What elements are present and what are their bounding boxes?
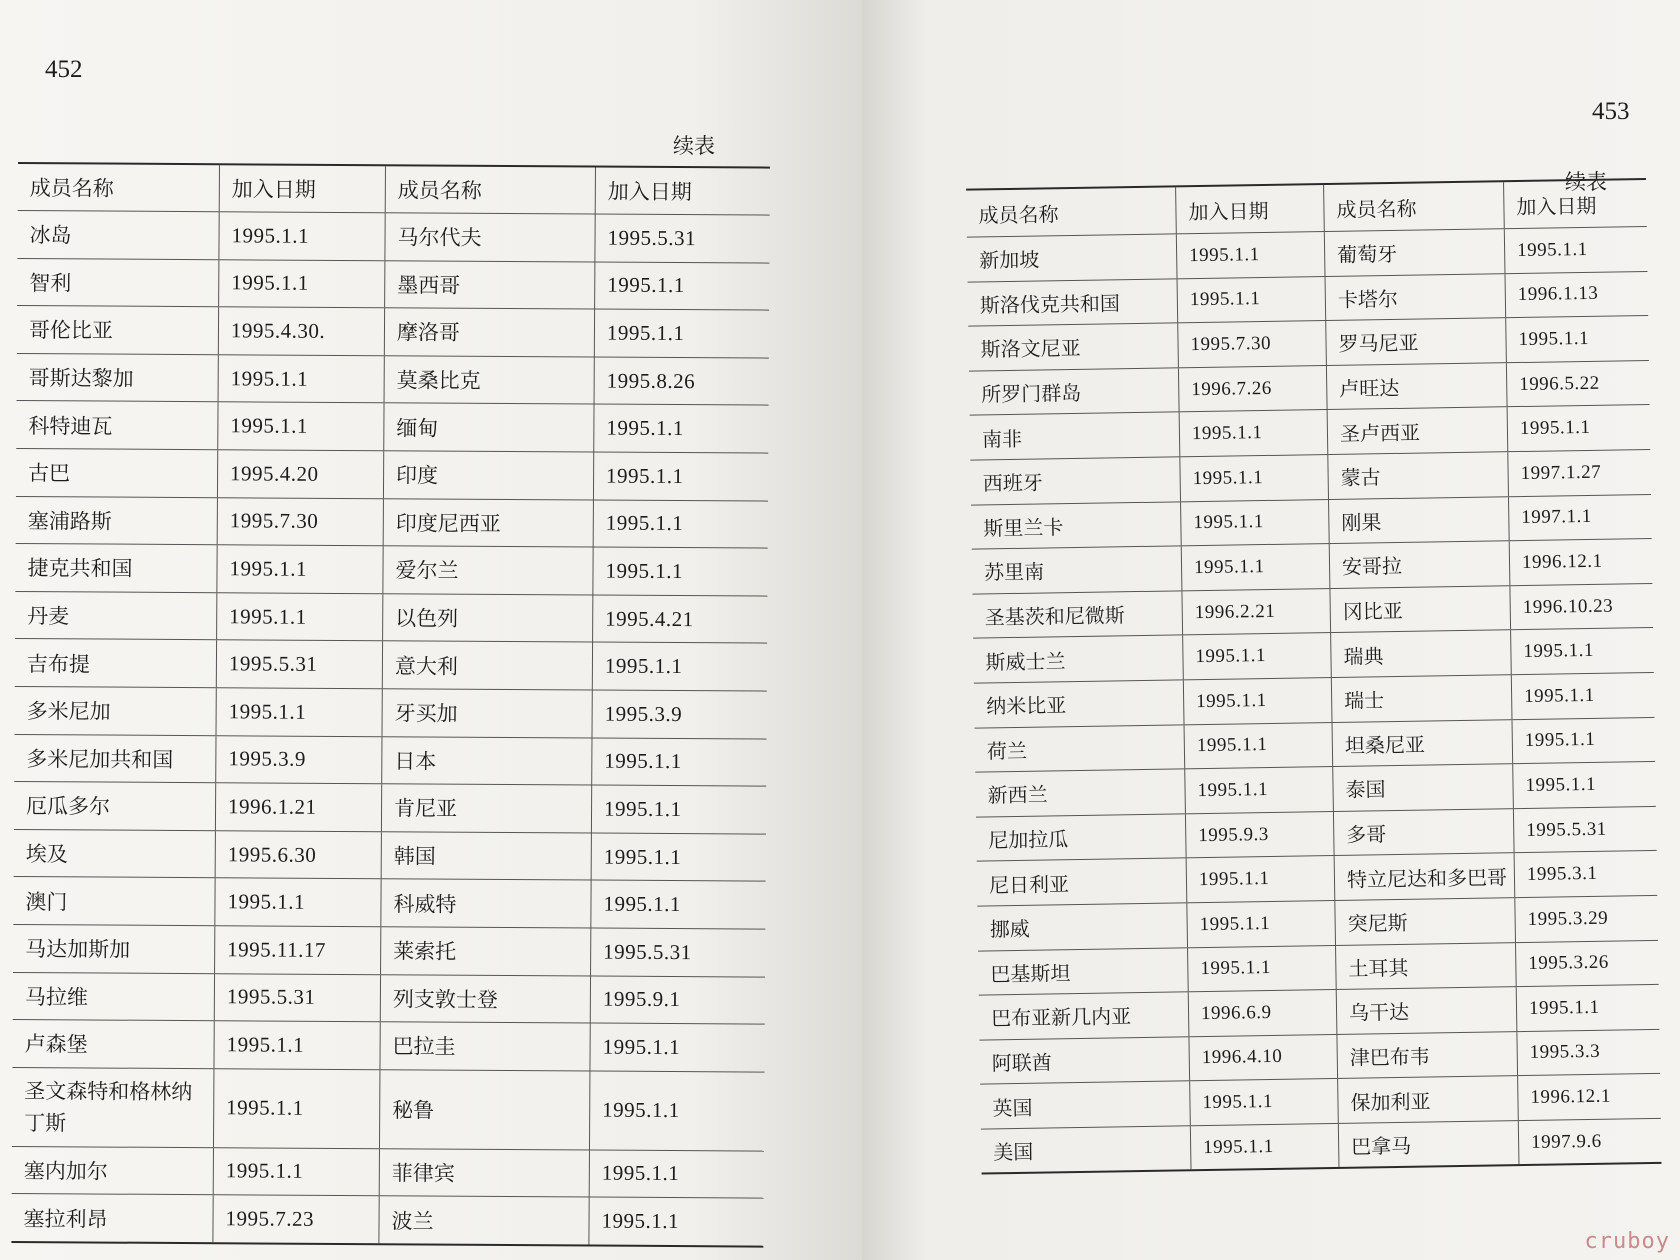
member-name-cell: 阿联酋 <box>979 1037 1190 1084</box>
join-date-cell: 1995.5.31 <box>217 641 383 689</box>
member-name-cell: 卡塔尔 <box>1326 274 1507 320</box>
continued-label: 续表 <box>1565 170 1607 194</box>
member-name-cell: 圣卢西亚 <box>1328 408 1509 454</box>
join-date-cell: 1997.1.1 <box>1521 506 1592 529</box>
join-date-cell: 1995.1.1 <box>602 1034 681 1059</box>
header-join-date: 加入日期 <box>1516 193 1597 219</box>
member-name-cell: 美国 <box>981 1126 1192 1173</box>
member-name-cell: 日本 <box>382 737 592 785</box>
table-row <box>12 1068 764 1152</box>
join-date-cell: 1996.5.22 <box>1519 372 1600 395</box>
header-join-date: 加入日期 <box>1176 185 1325 233</box>
member-name-cell: 多哥 <box>1334 809 1515 855</box>
table-row <box>14 782 766 834</box>
join-date-cell: 1996.1.13 <box>1517 283 1599 306</box>
member-name-cell: 哥斯达黎加 <box>17 354 219 402</box>
join-date-cell: 1996.12.1 <box>1530 1085 1612 1109</box>
member-name-cell: 英国 <box>980 1082 1191 1129</box>
join-date-cell: 1995.4.21 <box>605 606 694 631</box>
join-date-cell: 1995.1.1 <box>607 272 685 298</box>
join-date-cell: 1995.3.1 <box>1526 862 1598 886</box>
header-member-name: 成员名称 <box>966 187 1177 236</box>
member-name-cell: 捷克共和国 <box>15 544 217 592</box>
member-name-cell: 瑞士 <box>1332 675 1513 721</box>
join-date-cell: 1996.7.26 <box>1179 366 1328 412</box>
table-row <box>16 449 768 501</box>
member-name-cell: 牙买加 <box>383 689 593 737</box>
member-name-cell: 埃及 <box>14 830 216 878</box>
join-date-cell: 1995.3.9 <box>604 701 683 726</box>
member-name-cell: 荷兰 <box>975 725 1186 772</box>
table-row <box>12 1020 764 1072</box>
member-name-cell: 塞浦路斯 <box>16 497 218 545</box>
table-row <box>14 830 766 882</box>
table-row <box>17 306 769 358</box>
member-name-cell: 卢旺达 <box>1327 363 1508 409</box>
member-name-cell: 巴基斯坦 <box>978 948 1189 995</box>
member-name-cell: 乌干达 <box>1337 987 1518 1033</box>
join-date-cell: 1995.1.1 <box>219 212 385 260</box>
member-name-cell: 圣基茨和尼微斯 <box>972 591 1183 638</box>
join-date-cell: 1995.1.1 <box>1516 238 1588 261</box>
member-name-cell: 葡萄牙 <box>1325 229 1506 275</box>
join-date-cell: 1995.9.3 <box>1186 812 1335 858</box>
header-member-name: 成员名称 <box>1324 182 1505 231</box>
member-name-cell: 蒙古 <box>1328 452 1509 498</box>
member-name-cell: 马尔代夫 <box>385 213 595 261</box>
header-member-name: 成员名称 <box>386 166 596 213</box>
header-member-name: 成员名称 <box>18 164 220 211</box>
join-date-cell: 1995.1.1 <box>1187 856 1336 902</box>
table-row <box>11 1194 763 1245</box>
join-date-cell: 1995.3.3 <box>1529 1041 1601 1064</box>
table-row <box>15 544 767 596</box>
join-date-cell: 1996.4.10 <box>1189 1035 1338 1081</box>
member-name-cell: 印度 <box>384 451 594 499</box>
join-date-cell: 1995.3.26 <box>1528 951 1609 975</box>
join-date-cell: 1995.1.1 <box>1180 455 1329 501</box>
member-name-cell: 西班牙 <box>970 457 1181 504</box>
page-number: 452 <box>45 56 83 83</box>
join-date-cell: 1996.12.1 <box>1521 550 1603 573</box>
join-date-cell: 1995.1.1 <box>214 1021 380 1069</box>
watermark: cruboy <box>1584 1229 1670 1254</box>
member-name-cell: 多米尼加 <box>15 687 217 735</box>
join-date-cell: 1995.1.1 <box>215 879 381 927</box>
table-row <box>15 592 767 644</box>
member-name-cell: 斯洛伐克共和国 <box>968 279 1179 326</box>
join-date-cell: 1996.10.23 <box>1522 595 1614 618</box>
member-name-cell: 印度尼西亚 <box>384 499 594 547</box>
join-date-cell: 1995.1.1 <box>604 653 683 679</box>
join-date-cell: 1995.3.29 <box>1527 907 1609 930</box>
join-date-cell: 1995.1.1 <box>1183 633 1332 679</box>
join-date-cell: 1995.1.1 <box>1178 277 1327 323</box>
member-name-cell: 苏里南 <box>972 546 1183 593</box>
member-name-cell: 卢森堡 <box>12 1020 214 1068</box>
join-date-cell: 1995.1.1 <box>214 1148 380 1196</box>
member-name-cell: 尼加拉瓜 <box>976 814 1187 861</box>
join-date-cell: 1995.1.1 <box>1180 410 1329 456</box>
join-date-cell: 1997.1.27 <box>1520 461 1602 484</box>
member-name-cell: 韩国 <box>382 832 592 880</box>
join-date-cell: 1995.1.1 <box>219 260 385 308</box>
table-row <box>12 1147 764 1199</box>
join-date-cell: 1995.1.1 <box>606 463 684 488</box>
join-date-cell: 1995.3.9 <box>216 736 382 784</box>
member-name-cell: 特立尼达和多巴哥 <box>1335 853 1516 899</box>
table-row <box>17 354 769 406</box>
join-date-cell: 1995.1.1 <box>219 355 385 403</box>
table-row <box>17 211 769 263</box>
member-name-cell: 尼日利亚 <box>977 859 1188 906</box>
table-row <box>16 497 768 549</box>
table-header <box>18 164 770 216</box>
join-date-cell: 1995.5.31 <box>1526 818 1607 841</box>
header-join-date: 加入日期 <box>607 179 692 205</box>
member-name-cell: 突尼斯 <box>1335 898 1516 944</box>
join-date-cell: 1995.9.1 <box>602 986 681 1012</box>
member-table <box>11 162 770 1247</box>
member-name-cell: 吉布提 <box>15 639 217 687</box>
member-name-cell: 斯洛文尼亚 <box>968 324 1179 371</box>
member-name-cell: 菲律宾 <box>380 1149 590 1197</box>
join-date-cell: 1997.9.6 <box>1530 1130 1602 1153</box>
member-name-cell: 津巴布韦 <box>1337 1032 1518 1078</box>
join-date-cell: 1995.1.1 <box>1524 729 1596 752</box>
member-name-cell: 新加坡 <box>967 234 1178 281</box>
continued-label: 续表 <box>673 134 715 158</box>
member-name-cell: 肯尼亚 <box>382 784 592 832</box>
join-date-cell: 1995.1.1 <box>606 320 685 346</box>
join-date-cell: 1996.6.9 <box>1189 990 1338 1036</box>
join-date-cell: 1995.1.1 <box>1523 640 1595 663</box>
table-row <box>17 259 769 311</box>
table-row <box>14 735 766 787</box>
member-name-cell: 莫桑比克 <box>385 356 595 404</box>
member-name-cell: 安哥拉 <box>1330 541 1511 587</box>
member-name-cell: 意大利 <box>383 642 593 690</box>
join-date-cell: 1995.5.31 <box>603 939 692 964</box>
join-date-cell: 1995.1.1 <box>1188 945 1337 991</box>
member-name-cell: 哥伦比亚 <box>17 306 219 354</box>
member-name-cell: 以色列 <box>383 594 593 642</box>
table-row <box>15 687 767 739</box>
join-date-cell: 1995.1.1 <box>604 748 682 774</box>
member-name-cell: 塞拉利昂 <box>11 1194 213 1242</box>
table-row <box>981 1119 1662 1173</box>
table-row <box>13 925 765 977</box>
join-date-cell: 1995.7.23 <box>213 1195 379 1243</box>
join-date-cell: 1995.1.1 <box>1182 544 1331 590</box>
join-date-cell: 1995.5.31 <box>215 974 381 1022</box>
member-name-cell: 土耳其 <box>1336 943 1517 989</box>
member-name-cell: 多米尼加共和国 <box>14 735 216 783</box>
join-date-cell: 1995.1.1 <box>1190 1079 1339 1125</box>
join-date-cell: 1995.1.1 <box>1181 500 1330 546</box>
join-date-cell: 1996.2.21 <box>1182 589 1331 635</box>
join-date-cell: 1995.1.1 <box>603 796 682 821</box>
member-name-cell: 爱尔兰 <box>383 546 593 594</box>
join-date-cell: 1995.1.1 <box>1185 767 1334 813</box>
join-date-cell: 1995.7.30 <box>1178 321 1327 367</box>
join-date-cell: 1995.5.31 <box>607 225 697 250</box>
join-date-cell: 1995.8.26 <box>606 368 696 393</box>
member-name-cell: 丹麦 <box>15 592 217 640</box>
member-name-cell: 马达加斯加 <box>13 925 215 973</box>
member-table <box>966 178 1661 1175</box>
table-row <box>16 401 768 453</box>
member-name-cell: 厄瓜多尔 <box>14 782 216 830</box>
join-date-cell: 1995.1.1 <box>601 1208 680 1234</box>
member-name-cell: 莱索托 <box>381 927 591 975</box>
join-date-cell: 1995.1.1 <box>1191 1124 1340 1170</box>
member-name-cell: 新西兰 <box>975 769 1186 816</box>
join-date-cell: 1995.1.1 <box>1528 996 1600 1019</box>
header-join-date: 加入日期 <box>220 165 386 212</box>
join-date-cell: 1995.1.1 <box>1523 684 1595 707</box>
join-date-cell: 1995.1.1 <box>1184 678 1333 724</box>
join-date-cell: 1995.1.1 <box>1187 901 1336 947</box>
join-date-cell: 1996.1.21 <box>216 783 382 831</box>
member-name-cell: 塞内加尔 <box>12 1147 214 1195</box>
member-name-cell: 巴拿马 <box>1339 1121 1520 1167</box>
member-name-cell: 列支敦士登 <box>381 975 591 1023</box>
join-date-cell: 1995.4.20 <box>218 450 384 498</box>
member-name-cell: 科特迪瓦 <box>16 401 218 449</box>
join-date-cell: 1995.1.1 <box>1518 327 1590 351</box>
join-date-cell: 1995.1.1 <box>603 891 682 917</box>
join-date-cell: 1995.1.1 <box>1519 417 1591 440</box>
member-name-cell: 秘鲁 <box>380 1070 590 1149</box>
page-number: 453 <box>1592 98 1630 125</box>
member-name-cell: 缅甸 <box>384 404 594 452</box>
member-name-cell: 坦桑尼亚 <box>1333 720 1514 766</box>
member-name-cell: 马拉维 <box>13 972 215 1020</box>
join-date-cell: 1995.1.1 <box>217 593 383 641</box>
join-date-cell: 1995.1.1 <box>605 558 684 584</box>
member-name-cell: 保加利亚 <box>1338 1076 1519 1122</box>
join-date-cell: 1995.1.1 <box>603 844 682 869</box>
join-date-cell: 1995.1.1 <box>601 1161 680 1186</box>
join-date-cell: 1995.1.1 <box>1525 773 1597 796</box>
member-name-cell: 圣文森特和格林纳丁斯 <box>12 1068 214 1147</box>
member-name-cell: 澳门 <box>13 877 215 925</box>
table-row <box>13 972 765 1024</box>
member-name-cell: 冰岛 <box>17 211 219 259</box>
join-date-cell: 1995.11.17 <box>215 926 381 974</box>
join-date-cell: 1995.1.1 <box>1185 723 1334 769</box>
member-name-cell: 南非 <box>970 413 1181 460</box>
member-name-cell: 冈比亚 <box>1330 586 1511 632</box>
member-name-cell: 刚果 <box>1329 497 1510 543</box>
member-name-cell: 科威特 <box>381 880 591 928</box>
member-name-cell: 摩洛哥 <box>385 308 595 356</box>
member-name-cell: 斯里兰卡 <box>971 502 1182 549</box>
member-name-cell: 巴布亚新几内亚 <box>979 992 1190 1039</box>
join-date-cell: 1995.4.30. <box>219 307 385 355</box>
right-page <box>862 0 1680 1260</box>
join-date-cell: 1995.1.1 <box>217 688 383 736</box>
member-name-cell: 墨西哥 <box>385 261 595 309</box>
member-name-cell: 所罗门群岛 <box>969 368 1180 415</box>
member-name-cell: 波兰 <box>379 1197 589 1245</box>
member-name-cell: 巴拉圭 <box>380 1022 590 1070</box>
member-name-cell: 纳米比亚 <box>974 680 1185 727</box>
join-date-cell: 1995.1.1 <box>217 545 383 593</box>
join-date-cell: 1995.7.30 <box>218 498 384 546</box>
member-name-cell: 泰国 <box>1333 764 1514 810</box>
table-row <box>13 877 765 929</box>
member-name-cell: 智利 <box>17 259 219 307</box>
join-date-cell: 1995.1.1 <box>605 510 684 536</box>
join-date-cell: 1995.1.1 <box>214 1069 380 1148</box>
join-date-cell: 1995.1.1 <box>1177 232 1326 278</box>
table-row <box>15 639 767 691</box>
member-name-cell: 挪威 <box>977 903 1188 950</box>
member-name-cell: 斯威士兰 <box>973 636 1184 683</box>
join-date-cell: 1995.6.30 <box>216 831 382 879</box>
member-name-cell: 罗马尼亚 <box>1326 318 1507 364</box>
member-name-cell: 古巴 <box>16 449 218 497</box>
join-date-cell: 1995.1.1 <box>606 415 684 441</box>
join-date-cell: 1995.1.1 <box>602 1097 680 1123</box>
join-date-cell: 1995.1.1 <box>218 403 384 451</box>
member-name-cell: 瑞典 <box>1331 631 1512 677</box>
